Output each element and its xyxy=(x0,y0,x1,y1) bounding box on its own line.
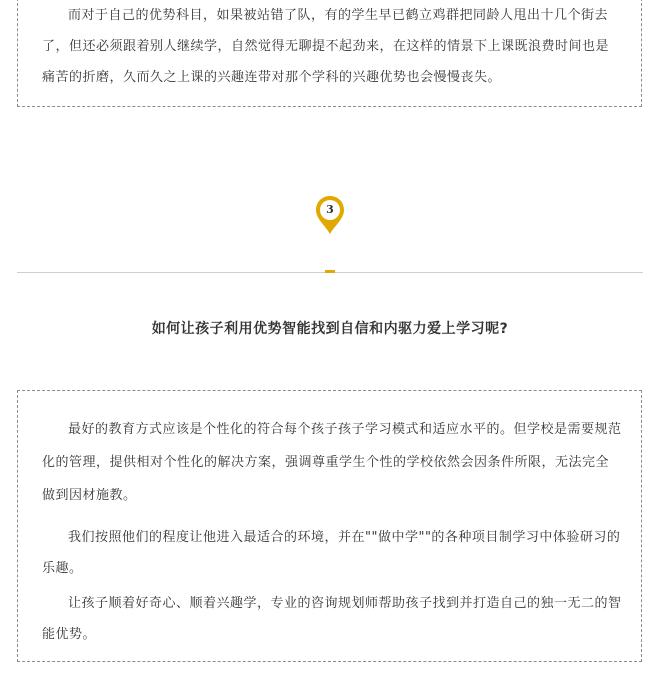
intro-text-box xyxy=(17,0,642,107)
paragraph-3: 让孩子顺着好奇心、顺着兴趣学，专业的咨询规划师帮助孩子找到并打造自己的独一无二的智能优势。 xyxy=(42,596,622,642)
section-number-badge xyxy=(315,195,345,235)
content-text-box xyxy=(17,390,642,662)
paragraph-1: 最好的教育方式应该是个性化的符合每个孩子孩子学习模式和适应水平的。但学校是需要规范化的管理，提供相对个性化的解决方案，强调尊重学生个性的学校依然会因条件所限，无法完全做到因材施教。 xyxy=(42,422,622,503)
intro-paragraph: 而对于自己的优势科目，如果被站错了队，有的学生早已鹤立鸡群把同龄人甩出十几个街去了，但还必须跟着别人继续学，自然觉得无聊提不起劲来，在这样的情景下上课既浪费时间也是痛苦的折磨，久而久之上课的兴趣连带对那个学科的兴趣优势也会慢慢丧失。 xyxy=(42,8,610,85)
divider-accent xyxy=(325,270,335,273)
section-heading: 如何让孩子利用优势智能找到自信和内驱力爱上学习呢? xyxy=(151,321,509,337)
section-number: 3 xyxy=(326,203,334,216)
paragraph-2: 我们按照他们的程度让他进入最适合的环境，并在""做中学""的各种项目制学习中体验研习的乐趣。 xyxy=(42,530,621,576)
